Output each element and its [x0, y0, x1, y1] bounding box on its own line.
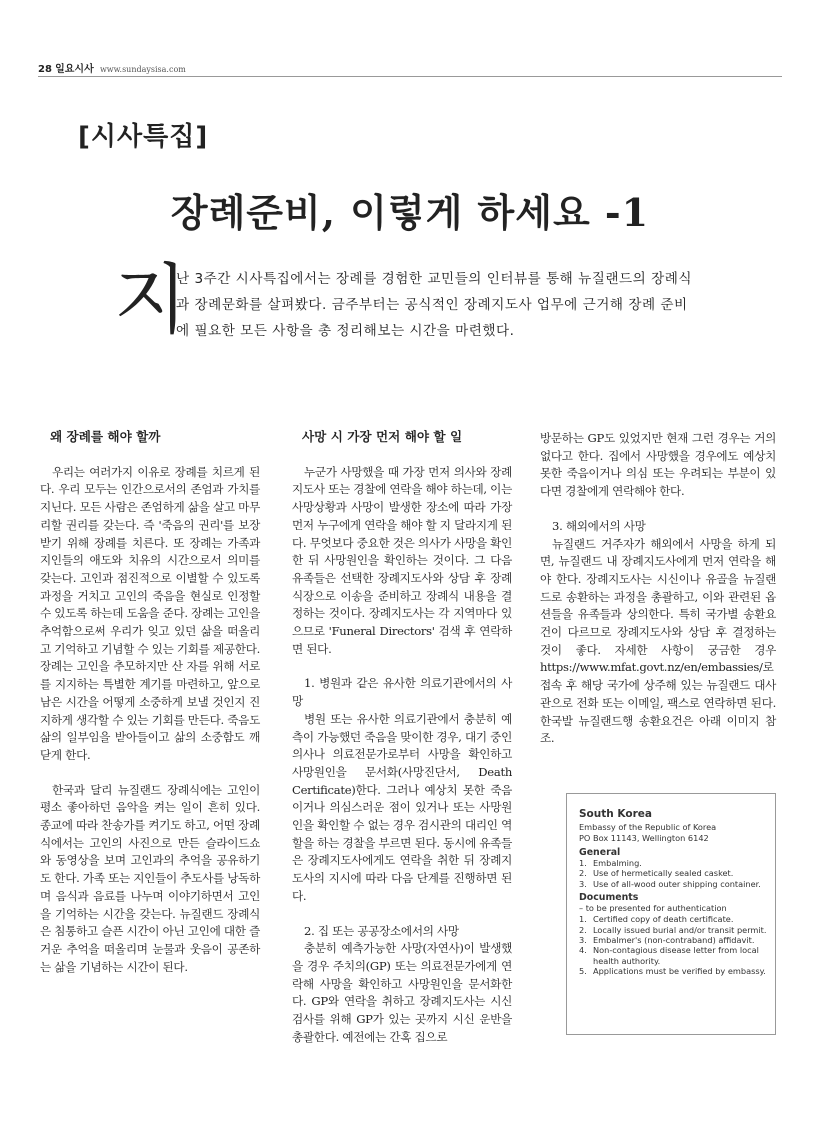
list-item: 1. Embalming. — [579, 858, 642, 868]
article-column-3 — [540, 430, 776, 748]
header-divider — [38, 76, 782, 77]
paragraph: 뉴질랜드 거주자가 해외에서 사망을 하게 되면, 뉴질랜드 내 장례지도사에게 먼저 연락을 해야 한다. 장례지도사는 시신이나 유골을 뉴질랜드로 송환하는 과정을 총괄하고, 이와 관련된 옵션들을 유족들과 상의한다. 특히 국가별 송환요건이 다르므로 장례지도사와 상담 후 결정하는 것이 좋다. 자세한 사항이 궁금한 경우 https://www.mfat.govt.nz/en/embassies/로 접속 후 해당 국가에 상주해 있는 뉴질랜드 대사관으로 전화 또는 이메일, 팩스로 연락하면 된다. 한국발 뉴질랜드행 송환요건은 아래 이미지 참조. — [540, 536, 776, 746]
general-requirements-list — [579, 858, 775, 889]
article-column-1 — [40, 428, 260, 976]
box-documents-heading: Documents — [579, 892, 639, 904]
box-country: South Korea — [579, 808, 652, 820]
column-heading-why-funeral: 왜 장례를 해야 할까 — [50, 429, 161, 444]
column-heading-first-steps: 사망 시 가장 먼저 해야 할 일 — [302, 429, 463, 444]
list-item: 1. Certified copy of death certificate. — [579, 914, 734, 925]
list-item: 4. Non-contagious disease letter from local health authority. — [579, 945, 759, 966]
embassy-requirements-image — [566, 793, 776, 1035]
paragraph: 방문하는 GP도 있었지만 현재 그런 경우는 거의 없다고 한다. 집에서 사망했을 경우에도 예상치 못한 죽음이거나 의심 또는 우려되는 부분이 있다면 경찰에게 연락해야 한다. — [540, 431, 776, 499]
subheading-overseas-death: 3. 해외에서의 사망 — [552, 518, 646, 533]
page-header — [38, 60, 186, 75]
paragraph: 누군가 사망했을 때 가장 먼저 의사와 장례지도사 또는 경찰에 연락을 해야 하는데, 이는 사망상황과 사망이 발생한 장소에 따라 가장 먼저 누구에게 연락을 해야 할 지 달라지게 된다. 무엇보다 중요한 것은 의사가 사망을 확인한 뒤 사망원인을 확인하는 것이다. 그 다음 유족들은 선택한 장례지도사와 상담 후 장례식장으로 이송을 준비하고 장례식 내용을 결정하는 것이다. 장례지도사는 각 지역마다 있으므로 'Funeral Directors' 검색 후 연락하면 된다. — [292, 464, 512, 656]
subheading-hospital-death: 1. 병원과 같은 유사한 의료기관에서의 사망 — [292, 676, 512, 709]
subheading-home-death: 2. 집 또는 공공장소에서의 사망 — [304, 923, 459, 938]
article-column-2 — [292, 428, 512, 1047]
page-number: 28 — [38, 64, 52, 75]
list-item: 5. Applications must be verified by embassy. — [579, 966, 766, 977]
lead-paragraph: 난 3주간 시사특집에서는 장례를 경험한 교민들의 인터뷰를 통해 뉴질랜드의 장례식과 장례문화를 살펴봤다. 금주부터는 공식적인 장례지도사 업무에 근거해 장례 준비에 필요한 모든 사항을 총 정리해보는 시간을 마련했다. — [176, 271, 693, 339]
document-requirements-list — [579, 914, 775, 976]
paragraph: 충분히 예측가능한 사망(자연사)이 발생했을 경우 주치의(GP) 또는 의료전문가에게 연락해 사망을 확인하고 사망원인을 문서화한다. GP와 연락을 취하고 장례지도사는 시신검사를 위해 GP가 있는 곳까지 시신 운반을 총괄한다. 예전에는 간혹 집으로 — [292, 941, 512, 1044]
publication-name: 일요시사 — [55, 64, 94, 75]
paragraph: 병원 또는 유사한 의료기관에서 충분히 예측이 가능했던 죽음을 맞이한 경우, 대기 중인 의사나 의료전문가로부터 사망을 확인하고 사망원인을 문서화(사망진단서, Death Certificate)한다. 그러나 예상치 못한 죽음이거나 의심스러운 점이 있거나 또는 사망원인을 확인할 수 없는 경우 검시관의 대리인 역할을 하는 경찰을 부르면 된다. 동시에 유족들은 장례지도사에게도 연락을 취한 뒤 장례지도사의 지시에 따라 다음 단계를 진행하면 된다. — [292, 711, 512, 903]
box-documents-note: – to be presented for authentication — [579, 903, 727, 914]
section-label: [시사특집] — [78, 122, 209, 152]
list-item: 3. Embalmer's (non-contraband) affidavit. — [579, 935, 755, 946]
website-url: www.sundaysisa.com — [99, 65, 186, 74]
list-item: 2. Locally issued burial and/or transit permit. — [579, 924, 767, 935]
lead-dropcap: 지 — [114, 255, 188, 344]
box-address: PO Box 11143, Wellington 6142 — [579, 833, 709, 843]
paragraph: 우리는 여러가지 이유로 장례를 치르게 된다. 우리 모두는 인간으로서의 존엄과 가치를 지닌다. 모든 사람은 존엄하게 삶을 살고 마무리할 권리를 갖는다. 즉 '죽음의 권리'를 보장받기 위해 장례를 치른다. 또 장례는 가족과 지인들의 애도와 치유의 시간으로서 의미를 갖는다. 고인과 점진적으로 이별할 수 있도록 과정을 거치고 고인의 죽음을 현실로 인정할 수 있도록 하는데 도움을 준다. 장례는 고인을 추억함으로써 우리가 잊고 있던 삶을 떠올리고 기억하고 기념할 수 있는 기회를 제공한다. 장례는 고인을 추모하지만 산 자를 위해 서로를 지지하는 특별한 계기를 마련하고, 앞으로 남은 시간을 어떻게 소중하게 보낼 것인지 진지하게 생각할 수 있는 기회를 만든다. 죽음도 삶의 일부임을 받아들이고 삶의 소중함도 깨닫게 한다. — [40, 464, 260, 762]
article-title: 장례준비, 이렇게 하세요 -1 — [170, 190, 650, 235]
list-item: 3. Use of all-wood outer shipping container. — [579, 878, 761, 889]
box-general-heading: General — [579, 847, 621, 858]
box-embassy-name: Embassy of the Republic of Korea — [579, 822, 717, 832]
list-item: 2. Use of hermetically sealed casket. — [579, 868, 734, 879]
paragraph: 한국과 달리 뉴질랜드 장례식에는 고인이 평소 좋아하던 음악을 켜는 일이 흔히 있다. 종교에 따라 찬송가를 켜기도 하고, 어떤 장례식에서는 고인의 사진으로 만든 슬라이드쇼와 동영상을 보며 고인과의 추억을 공유하기도 한다. 가족 또는 지인들이 추도사를 낭독하며 음식과 음료를 나누며 이야기하면서 고인을 기억하는 시간을 갖는다. 뉴질랜드 장례식은 침통하고 슬픈 시간이 아닌 고인에 대한 즐거운 추억을 떠올리며 눈물과 웃음이 공존하는 삶을 기념하는 시간이 된다. — [40, 782, 260, 974]
